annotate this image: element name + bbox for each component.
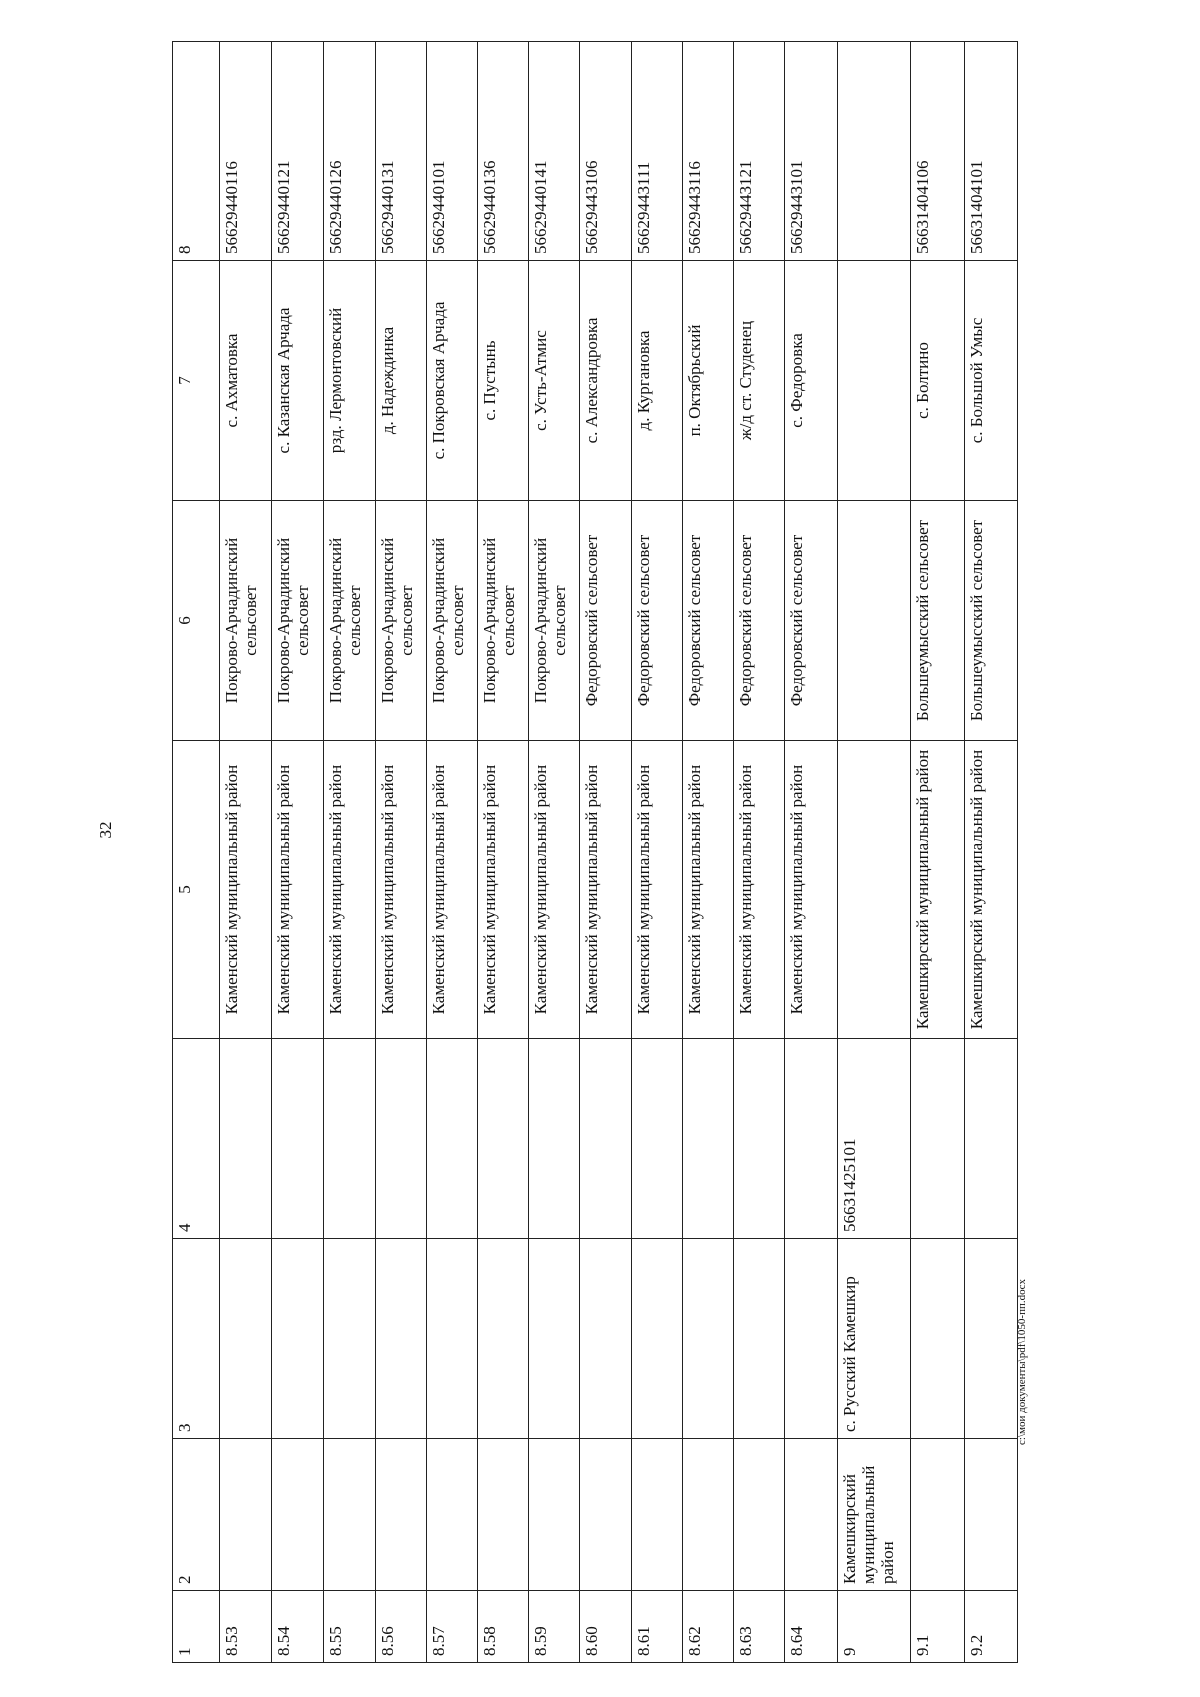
table-row (478, 42, 529, 1663)
table-cell: 8.58 (478, 1591, 529, 1663)
table-cell: с. Большой Умыс (964, 261, 1017, 501)
table-row (682, 42, 733, 1663)
column-header-3: 3 (173, 1239, 220, 1439)
table-cell: Федоровский сельсовет (580, 501, 631, 741)
table-cell (529, 1239, 580, 1439)
rotated-table-frame (172, 42, 1018, 1663)
table-cell (964, 1039, 1017, 1239)
table-cell (478, 1239, 529, 1439)
table-cell: 56629443116 (682, 42, 733, 261)
table-cell: Федоровский сельсовет (734, 501, 785, 741)
table-cell: 56631404101 (964, 42, 1017, 261)
table-cell: 8.60 (580, 1591, 631, 1663)
table-cell (682, 1239, 733, 1439)
table-cell: Покрово-Арчадинский сельсовет (324, 501, 375, 741)
table-cell: 56629440126 (324, 42, 375, 261)
table-cell: Большеумысский сельсовет (964, 501, 1017, 741)
table-cell: 56629440131 (375, 42, 426, 261)
table-cell: Покрово-Арчадинский сельсовет (272, 501, 324, 741)
table-row (324, 42, 375, 1663)
table-cell: Камешкирский муниципальный район (964, 741, 1017, 1039)
table-header-row (173, 42, 220, 1663)
table-cell (426, 1439, 477, 1591)
table-row (785, 42, 837, 1663)
page-number: 32 (96, 821, 115, 839)
column-header-4: 4 (173, 1039, 220, 1239)
table-cell (580, 1239, 631, 1439)
table-cell (631, 1039, 682, 1239)
table-cell (911, 1439, 964, 1591)
table-cell: Камешкирский муниципальный район (911, 741, 964, 1039)
table-cell: Каменский муниципальный район (529, 741, 580, 1039)
table-cell: 8.54 (272, 1591, 324, 1663)
table-cell: Каменский муниципальный район (219, 741, 271, 1039)
table-cell: Каменский муниципальный район (631, 741, 682, 1039)
column-header-7: 7 (173, 261, 220, 501)
table-cell (219, 1239, 271, 1439)
table-cell: Федоровский сельсовет (785, 501, 837, 741)
table-cell: п. Октябрьский (682, 261, 733, 501)
table-cell: 56629443121 (734, 42, 785, 261)
table-cell: Камешкирский муниципальный район (837, 1439, 911, 1591)
table-cell (375, 1239, 426, 1439)
table-cell (837, 501, 911, 741)
table-body (173, 42, 1018, 1663)
table-cell (219, 1039, 271, 1239)
table-cell: 56629440101 (426, 42, 477, 261)
table-cell (529, 1039, 580, 1239)
table-cell (324, 1439, 375, 1591)
table-cell: с. Усть-Атмис (529, 261, 580, 501)
table-cell: 56629440136 (478, 42, 529, 261)
table-cell (272, 1039, 324, 1239)
table-cell: Каменский муниципальный район (426, 741, 477, 1039)
table-row (426, 42, 477, 1663)
table-cell (324, 1239, 375, 1439)
table-cell (734, 1239, 785, 1439)
table-cell: Каменский муниципальный район (375, 741, 426, 1039)
table-row (631, 42, 682, 1663)
table-cell: Большеумысский сельсовет (911, 501, 964, 741)
table-cell (272, 1439, 324, 1591)
table-cell (837, 261, 911, 501)
table-row (964, 42, 1017, 1663)
table-cell (272, 1239, 324, 1439)
table-cell: 8.56 (375, 1591, 426, 1663)
table-cell: 9 (837, 1591, 911, 1663)
table-cell: 56629440116 (219, 42, 271, 261)
table-cell (964, 1439, 1017, 1591)
table-cell: Покрово-Арчадинский сельсовет (529, 501, 580, 741)
table-cell: с. Федоровка (785, 261, 837, 501)
table-cell: Федоровский сельсовет (682, 501, 733, 741)
table-cell: с. Русский Камешкир (837, 1239, 911, 1439)
table-cell: ж/д ст. Студенец (734, 261, 785, 501)
table-cell (837, 42, 911, 261)
table-cell: Покрово-Арчадинский сельсовет (375, 501, 426, 741)
table-row (734, 42, 785, 1663)
table-cell: 56629443111 (631, 42, 682, 261)
table-cell (478, 1439, 529, 1591)
table-cell (324, 1039, 375, 1239)
table-cell: с. Пустынь (478, 261, 529, 501)
table-cell (580, 1039, 631, 1239)
table-cell (682, 1039, 733, 1239)
table-cell: 56631404106 (911, 42, 964, 261)
table-cell: Каменский муниципальный район (580, 741, 631, 1039)
table-cell (529, 1439, 580, 1591)
table-cell: 8.63 (734, 1591, 785, 1663)
table-cell: 56629440141 (529, 42, 580, 261)
table-cell: 9.2 (964, 1591, 1017, 1663)
table-cell: д. Кургановка (631, 261, 682, 501)
column-header-8: 8 (173, 42, 220, 261)
table-cell (375, 1439, 426, 1591)
footer-file-path: c:\мои документы\pdf\1050-пп.docx (1016, 1278, 1028, 1445)
table-row (911, 42, 964, 1663)
table-cell (785, 1439, 837, 1591)
table-cell: рзд. Лермонтовский (324, 261, 375, 501)
table-cell: Покрово-Арчадинский сельсовет (478, 501, 529, 741)
table-cell: 8.53 (219, 1591, 271, 1663)
table-cell: Каменский муниципальный район (478, 741, 529, 1039)
table-cell (631, 1239, 682, 1439)
table-row (219, 42, 271, 1663)
settlements-table (172, 41, 1018, 1663)
table-cell (785, 1239, 837, 1439)
table-cell (478, 1039, 529, 1239)
table-cell: 8.62 (682, 1591, 733, 1663)
table-cell: с. Александровка (580, 261, 631, 501)
table-cell: Покрово-Арчадинский сельсовет (426, 501, 477, 741)
table-cell: 56629443106 (580, 42, 631, 261)
table-cell (682, 1439, 733, 1591)
table-cell: Каменский муниципальный район (785, 741, 837, 1039)
table-cell: 56629440121 (272, 42, 324, 261)
table-cell: с. Ахматовка (219, 261, 271, 501)
column-header-6: 6 (173, 501, 220, 741)
table-cell: 8.59 (529, 1591, 580, 1663)
table-row (529, 42, 580, 1663)
table-row (580, 42, 631, 1663)
table-row (375, 42, 426, 1663)
table-cell (785, 1039, 837, 1239)
table-cell: 8.55 (324, 1591, 375, 1663)
table-cell: 9.1 (911, 1591, 964, 1663)
table-cell: д. Надеждинка (375, 261, 426, 501)
table-cell: 56631425101 (837, 1039, 911, 1239)
table-cell (426, 1039, 477, 1239)
table-cell: Каменский муниципальный район (682, 741, 733, 1039)
table-cell: Покрово-Арчадинский сельсовет (219, 501, 271, 741)
table-cell: с. Казанская Арчада (272, 261, 324, 501)
table-cell (631, 1439, 682, 1591)
table-row (272, 42, 324, 1663)
table-cell (734, 1439, 785, 1591)
table-cell (734, 1039, 785, 1239)
table-cell: Федоровский сельсовет (631, 501, 682, 741)
table-cell: Каменский муниципальный район (272, 741, 324, 1039)
table-cell (837, 741, 911, 1039)
table-cell (426, 1239, 477, 1439)
column-header-1: 1 (173, 1591, 220, 1663)
table-cell: 8.57 (426, 1591, 477, 1663)
table-cell (580, 1439, 631, 1591)
table-cell: 8.61 (631, 1591, 682, 1663)
table-cell (219, 1439, 271, 1591)
column-header-2: 2 (173, 1439, 220, 1591)
table-cell (911, 1239, 964, 1439)
table-row (837, 42, 911, 1663)
table-cell: 56629443101 (785, 42, 837, 261)
table-cell: Каменский муниципальный район (324, 741, 375, 1039)
table-cell (375, 1039, 426, 1239)
table-cell: с. Покровская Арчада (426, 261, 477, 501)
table-cell (964, 1239, 1017, 1439)
table-cell (911, 1039, 964, 1239)
column-header-5: 5 (173, 741, 220, 1039)
table-cell: с. Болтино (911, 261, 964, 501)
table-cell: Каменский муниципальный район (734, 741, 785, 1039)
table-cell: 8.64 (785, 1591, 837, 1663)
